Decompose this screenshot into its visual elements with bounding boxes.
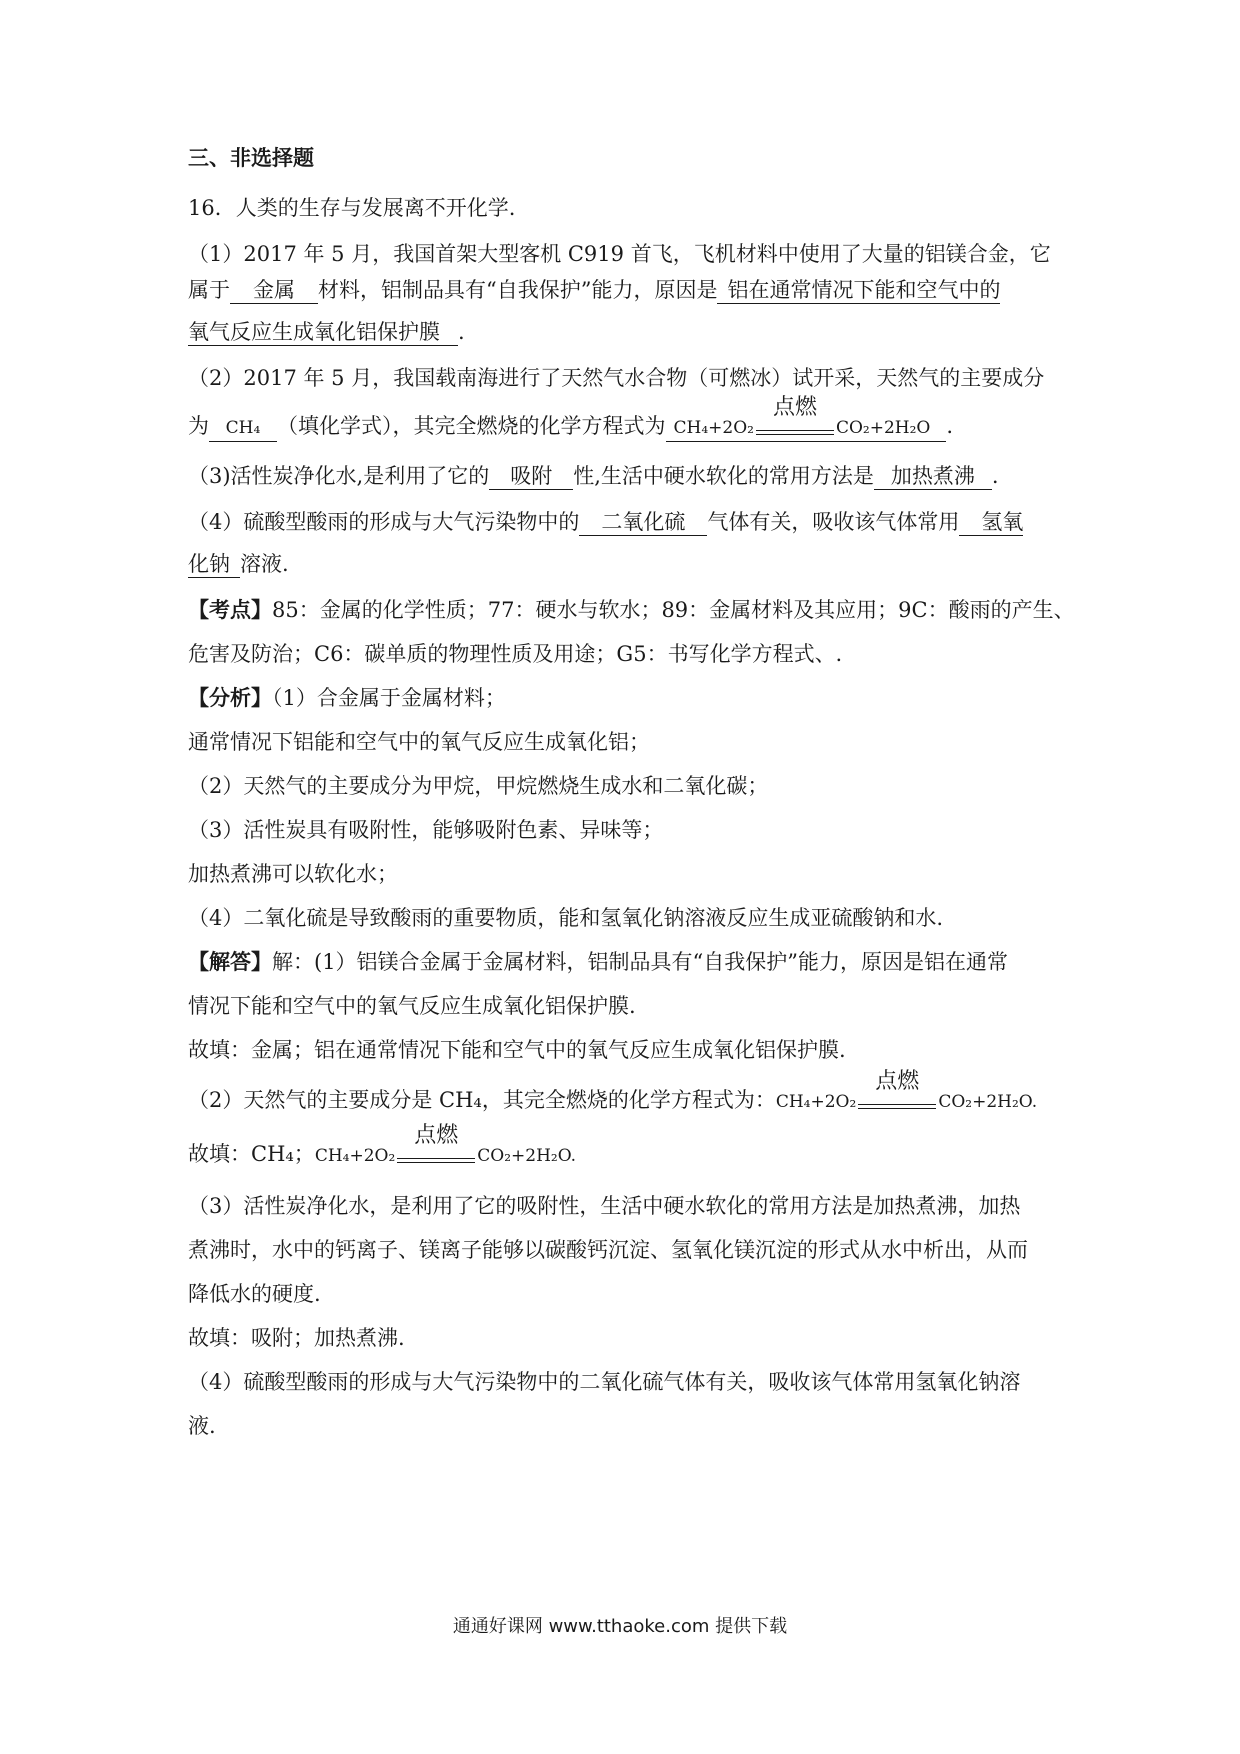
text: 材料，铝制品具有“自我保护”能力，原因是 bbox=[318, 278, 718, 302]
text: . bbox=[991, 464, 999, 488]
eq-condition: 点燃 bbox=[875, 1068, 920, 1094]
jieda-line5 bbox=[188, 1122, 1058, 1170]
text: 属于 bbox=[188, 278, 230, 302]
text: 为 bbox=[188, 414, 209, 438]
q16-part3 bbox=[188, 462, 1058, 490]
q16-part2-line2 bbox=[188, 394, 1058, 442]
fenxi-line5: 加热煮沸可以软化水； bbox=[188, 862, 398, 886]
answer-blank: 氧气反应生成氧化铝保护膜 bbox=[188, 319, 458, 346]
answer-blank: 二氧化硫 bbox=[579, 509, 707, 536]
page-footer: 通通好课网 www.tthaoke.com 提供下载 bbox=[452, 1616, 788, 1637]
text: 故填：CH₄； bbox=[188, 1142, 315, 1166]
jieda-line9: 故填：吸附；加热煮沸. bbox=[188, 1326, 405, 1350]
q16-part4-line2 bbox=[188, 550, 1058, 578]
jieda-line8: 降低水的硬度. bbox=[188, 1282, 321, 1306]
fenxi-label: 【分析】 bbox=[188, 685, 272, 710]
answer-blank: 吸附 bbox=[489, 463, 573, 490]
chemical-equation bbox=[775, 1068, 1038, 1116]
answer-blank: 化钠 bbox=[188, 551, 240, 578]
q16-part2-line1: （2）2017 年 5 月，我国载南海进行了天然气水合物（可燃冰）试开采，天然气的主要成分 bbox=[188, 366, 1045, 390]
eq-products: CO₂+2H₂O bbox=[835, 418, 931, 438]
text: . bbox=[946, 414, 954, 438]
eq-reactants: CH₄+2O₂ bbox=[314, 1146, 396, 1166]
text: （2）天然气的主要成分是 CH₄，其完全燃烧的化学方程式为： bbox=[188, 1088, 776, 1112]
text: （4）硫酸型酸雨的形成与大气污染物中的 bbox=[188, 510, 580, 534]
eq-products: CO₂+2H₂O. bbox=[938, 1092, 1038, 1112]
jieda-label: 【解答】 bbox=[188, 949, 272, 974]
kaodian-label: 【考点】 bbox=[188, 597, 272, 622]
chemical-equation bbox=[314, 1122, 577, 1170]
reaction-arrow bbox=[397, 1122, 475, 1166]
kaodian-line2: 危害及防治；C6：碳单质的物理性质及用途；G5：书写化学方程式、. bbox=[188, 642, 843, 666]
reaction-arrow bbox=[756, 394, 834, 438]
q16-part1-line1: （1）2017 年 5 月，我国首架大型客机 C919 首飞，飞机材料中使用了大量的铝镁合金，它 bbox=[188, 242, 1051, 266]
jieda-line2: 情况下能和空气中的氧气反应生成氧化铝保护膜. bbox=[188, 994, 636, 1018]
jieda-line10: （4）硫酸型酸雨的形成与大气污染物中的二氧化硫气体有关，吸收该气体常用氢氧化钠溶 bbox=[188, 1370, 1021, 1394]
kaodian-line1 bbox=[188, 596, 1075, 624]
chemical-equation bbox=[673, 394, 931, 441]
jieda-line6: （3）活性炭净化水，是利用了它的吸附性，生活中硬水软化的常用方法是加热煮沸，加热 bbox=[188, 1194, 1021, 1218]
text: （1）合金属于金属材料； bbox=[272, 686, 506, 710]
section-title: 三、非选择题 bbox=[188, 146, 314, 170]
fenxi-line3: （2）天然气的主要成分为甲烷，甲烷燃烧生成水和二氧化碳； bbox=[188, 774, 769, 798]
eq-condition: 点燃 bbox=[772, 394, 817, 420]
jieda-line4 bbox=[188, 1068, 1058, 1116]
text: 性,生活中硬水软化的常用方法是 bbox=[573, 464, 874, 488]
text: 解：(1）铝镁合金属于金属材料，铝制品具有“自我保护”能力，原因是铝在通常 bbox=[272, 950, 1009, 974]
answer-blank: 铝在通常情况下能和空气中的 bbox=[717, 277, 1000, 304]
eq-reactants: CH₄+2O₂ bbox=[673, 418, 754, 438]
jieda-line3: 故填：金属；铝在通常情况下能和空气中的氧气反应生成氧化铝保护膜. bbox=[188, 1038, 846, 1062]
question-16-stem: 16．人类的生存与发展离不开化学. bbox=[188, 196, 516, 220]
text: （3)活性炭净化水,是利用了它的 bbox=[188, 464, 490, 488]
q16-part4-line1 bbox=[188, 508, 1058, 536]
fenxi-line1 bbox=[188, 684, 1058, 712]
answer-blank: 氢氧 bbox=[959, 509, 1023, 536]
q16-part1-line3 bbox=[188, 318, 1058, 346]
text: 85：金属的化学性质；77：硬水与软水；89：金属材料及其应用；9C：酸雨的产生、 bbox=[272, 598, 1075, 622]
answer-blank-equation bbox=[666, 394, 947, 442]
q16-part1-line2 bbox=[188, 276, 1058, 304]
jieda-line1 bbox=[188, 948, 1058, 976]
reaction-arrow bbox=[858, 1068, 936, 1112]
eq-condition: 点燃 bbox=[414, 1122, 459, 1148]
fenxi-line6: （4）二氧化硫是导致酸雨的重要物质，能和氢氧化钠溶液反应生成亚硫酸钠和水. bbox=[188, 906, 944, 930]
text: 溶液. bbox=[240, 552, 289, 576]
fenxi-line4: （3）活性炭具有吸附性，能够吸附色素、异味等； bbox=[188, 818, 664, 842]
eq-products: CO₂+2H₂O. bbox=[477, 1146, 577, 1166]
text: . bbox=[458, 320, 465, 344]
fenxi-line2: 通常情况下铝能和空气中的氧气反应生成氧化铝； bbox=[188, 730, 650, 754]
text: （填化学式），其完全燃烧的化学方程式为 bbox=[277, 414, 666, 438]
eq-reactants: CH₄+2O₂ bbox=[775, 1092, 857, 1112]
jieda-line7: 煮沸时，水中的钙离子、镁离子能够以碳酸钙沉淀、氢氧化镁沉淀的形式从水中析出，从而 bbox=[188, 1238, 1028, 1262]
answer-blank: CH₄ bbox=[209, 415, 277, 442]
answer-blank: 加热煮沸 bbox=[874, 463, 992, 490]
text: 气体有关，吸收该气体常用 bbox=[707, 510, 960, 534]
answer-blank: 金属 bbox=[230, 277, 318, 304]
jieda-line11: 液. bbox=[188, 1414, 216, 1438]
